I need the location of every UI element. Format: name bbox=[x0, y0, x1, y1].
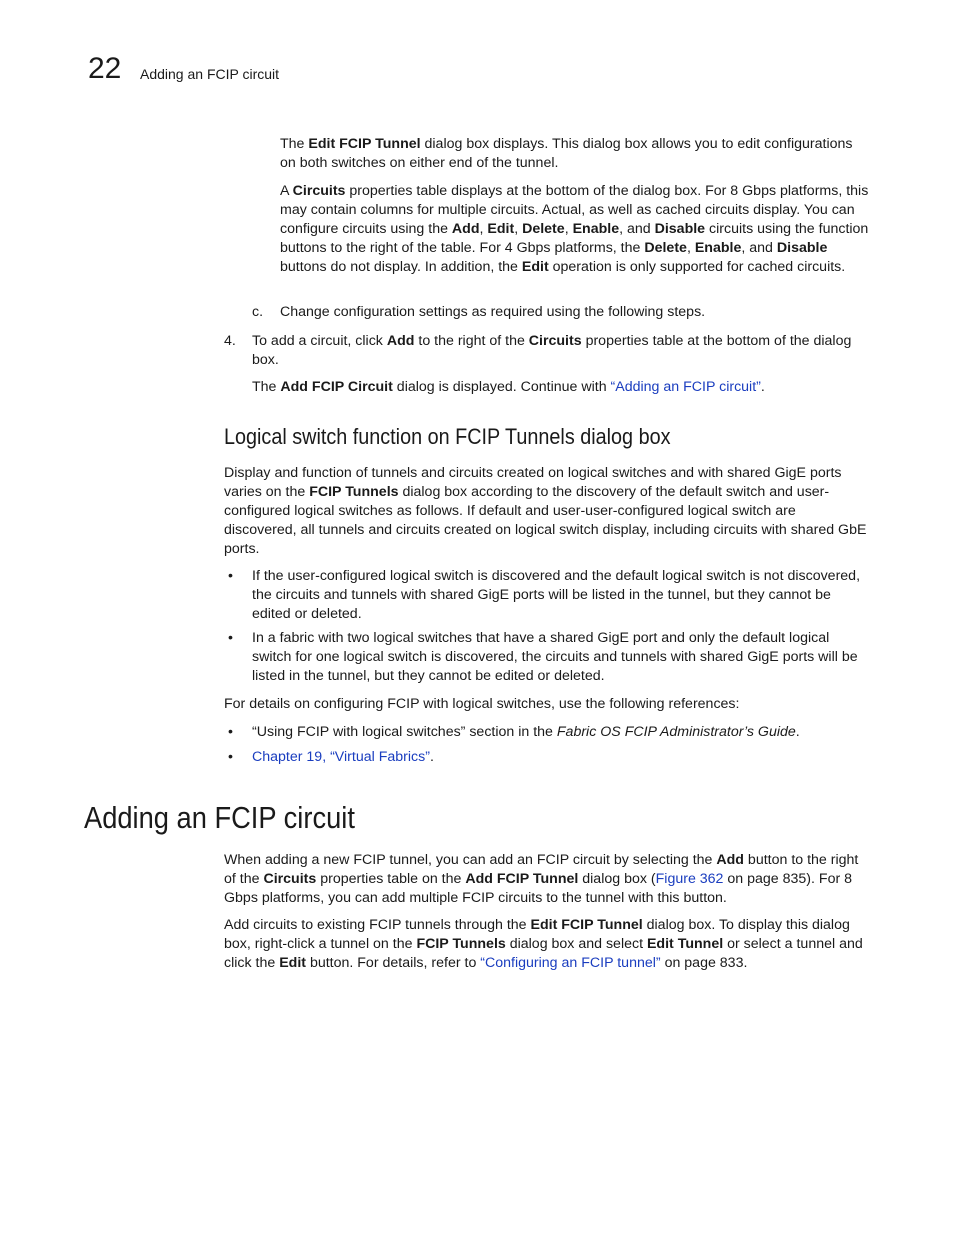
text: button to the right of the bbox=[224, 852, 859, 887]
section-heading-adding-fcip-circuit: Adding an FCIP circuit bbox=[84, 800, 355, 835]
text: , bbox=[686, 240, 695, 256]
ui-term: Circuits bbox=[292, 183, 346, 199]
bullet-icon: • bbox=[228, 749, 233, 765]
bullet-icon: • bbox=[228, 568, 233, 584]
ui-term: Add FCIP Circuit bbox=[280, 379, 393, 395]
text: circuits using the function buttons to the right of the table. For 4 Gbps platforms, the bbox=[280, 221, 869, 256]
text: properties table on the bbox=[316, 871, 466, 887]
text: dialog box displays. This dialog box allows you to edit configurations on both switches on either end of the tunnel. bbox=[280, 136, 853, 171]
paragraph-existing-tunnels bbox=[224, 916, 872, 973]
ui-term: Enable bbox=[694, 240, 742, 256]
text: or select a tunnel and click the bbox=[224, 936, 863, 971]
ui-term: Edit bbox=[521, 259, 549, 275]
text: . bbox=[429, 749, 434, 765]
bullet-icon: • bbox=[228, 724, 233, 740]
cross-reference-link[interactable]: “Configuring an FCIP tunnel” bbox=[480, 955, 661, 971]
text: dialog box ( bbox=[578, 871, 656, 887]
text: , bbox=[514, 221, 523, 237]
text: The bbox=[252, 379, 281, 395]
ui-term: Circuits bbox=[263, 871, 317, 887]
step-marker-c: c. bbox=[252, 304, 264, 320]
text: on page 833. bbox=[660, 955, 748, 971]
text: , bbox=[564, 221, 573, 237]
ui-term: FCIP Tunnels bbox=[309, 484, 399, 500]
text: operation is only supported for cached circuits. bbox=[548, 259, 846, 275]
bullet-item-default-not-discovered: If the user-configured logical switch is discovered and the default logical switch is not discovered, the circuits and tunnels with shared GigE ports will be listed in the tunnel, but they cannot be edited or deleted. bbox=[252, 568, 861, 622]
step-marker-4: 4. bbox=[224, 333, 236, 349]
text: to the right of the bbox=[414, 333, 529, 349]
ui-term: Edit FCIP Tunnel bbox=[308, 136, 421, 152]
text: properties table at the bottom of the dialog box. bbox=[252, 333, 852, 368]
paragraph-adding-circuit bbox=[224, 851, 872, 908]
ui-term: Edit bbox=[487, 221, 515, 237]
ui-term: Edit FCIP Tunnel bbox=[530, 917, 643, 933]
ui-term: Add bbox=[451, 221, 480, 237]
ui-term: Circuits bbox=[528, 333, 582, 349]
ui-term: Enable bbox=[572, 221, 620, 237]
ui-term: Disable bbox=[776, 240, 828, 256]
chapter-number: 22 bbox=[88, 52, 122, 85]
text: dialog box. To display this dialog box, right-click a tunnel on the bbox=[224, 917, 850, 952]
paragraph-circuits-table bbox=[280, 182, 872, 277]
paragraph-references-intro: For details on configuring FCIP with logical switches, use the following references: bbox=[224, 696, 740, 712]
text: , bbox=[479, 221, 488, 237]
text: Add circuits to existing FCIP tunnels through the bbox=[224, 917, 531, 933]
ui-term: Delete bbox=[522, 221, 565, 237]
text: The bbox=[280, 136, 309, 152]
bullet-icon: • bbox=[228, 630, 233, 646]
ui-term: Delete bbox=[644, 240, 687, 256]
text: To add a circuit, click bbox=[252, 333, 387, 349]
text: Display and function of tunnels and circuits created on logical switches and with shared GigE ports varies on the bbox=[224, 465, 842, 500]
text: dialog is displayed. Continue with bbox=[392, 379, 611, 395]
ui-term: FCIP Tunnels bbox=[416, 936, 506, 952]
step-4-text bbox=[252, 332, 872, 370]
text: . bbox=[795, 724, 800, 740]
reference-virtual-fabrics bbox=[252, 748, 872, 767]
text: on page 835). For 8 Gbps platforms, you can add multiple FCIP circuits to the tunnel with this button. bbox=[224, 871, 853, 906]
cross-reference-link[interactable]: “Adding an FCIP circuit” bbox=[610, 379, 761, 395]
ui-term: Disable bbox=[654, 221, 706, 237]
section-heading-logical-switch: Logical switch function on FCIP Tunnels dialog box bbox=[224, 424, 671, 449]
text: “Using FCIP with logical switches” section in the bbox=[252, 724, 557, 740]
ui-term: Edit bbox=[279, 955, 306, 971]
ui-term: Add FCIP Tunnel bbox=[465, 871, 579, 887]
text: dialog box and select bbox=[505, 936, 647, 952]
ui-term: Add bbox=[716, 852, 744, 868]
ui-term: Edit Tunnel bbox=[646, 936, 724, 952]
text: A bbox=[280, 183, 293, 199]
text: When adding a new FCIP tunnel, you can add an FCIP circuit by selecting the bbox=[224, 852, 717, 868]
text: buttons do not display. In addition, the bbox=[280, 259, 522, 275]
paragraph-add-circuit-dialog bbox=[252, 378, 872, 397]
paragraph-edit-tunnel bbox=[280, 135, 870, 173]
reference-fcip-admin-guide bbox=[252, 723, 872, 742]
text: properties table displays at the bottom of the dialog box. For 8 Gbps platforms, this may contain columns for multiple circuits. Actual, as well as cached circuits display. You can configure circuits using the bbox=[280, 183, 869, 237]
text: . bbox=[760, 379, 765, 395]
running-title: Adding an FCIP circuit bbox=[140, 66, 280, 82]
ui-term: Add bbox=[386, 333, 415, 349]
text: button. For details, refer to bbox=[306, 955, 481, 971]
figure-link[interactable]: Figure 362 bbox=[655, 871, 724, 887]
book-title: Fabric OS FCIP Administrator’s Guide bbox=[556, 724, 796, 740]
chapter-link[interactable]: Chapter 19, “Virtual Fabrics” bbox=[252, 749, 430, 765]
step-c-text: Change configuration settings as required using the following steps. bbox=[280, 304, 706, 320]
text: , and bbox=[741, 240, 777, 256]
paragraph-logical-switch-intro bbox=[224, 464, 872, 559]
text: dialog box according to the discovery of the default switch and user-configured logical switches as follows. If default and user-user-configured logical switch are discovered, all tunnels and circuits created on logical switch display, including circuits with shared GbE ports. bbox=[224, 484, 867, 557]
text: , and bbox=[619, 221, 655, 237]
bullet-item-shared-gige-port: In a fabric with two logical switches that have a shared GigE port and only the default logical switch for one logical switch is discovered, the circuits and tunnels with shared GigE ports will be listed in the tunnel, but they cannot be edited or deleted. bbox=[252, 630, 858, 684]
